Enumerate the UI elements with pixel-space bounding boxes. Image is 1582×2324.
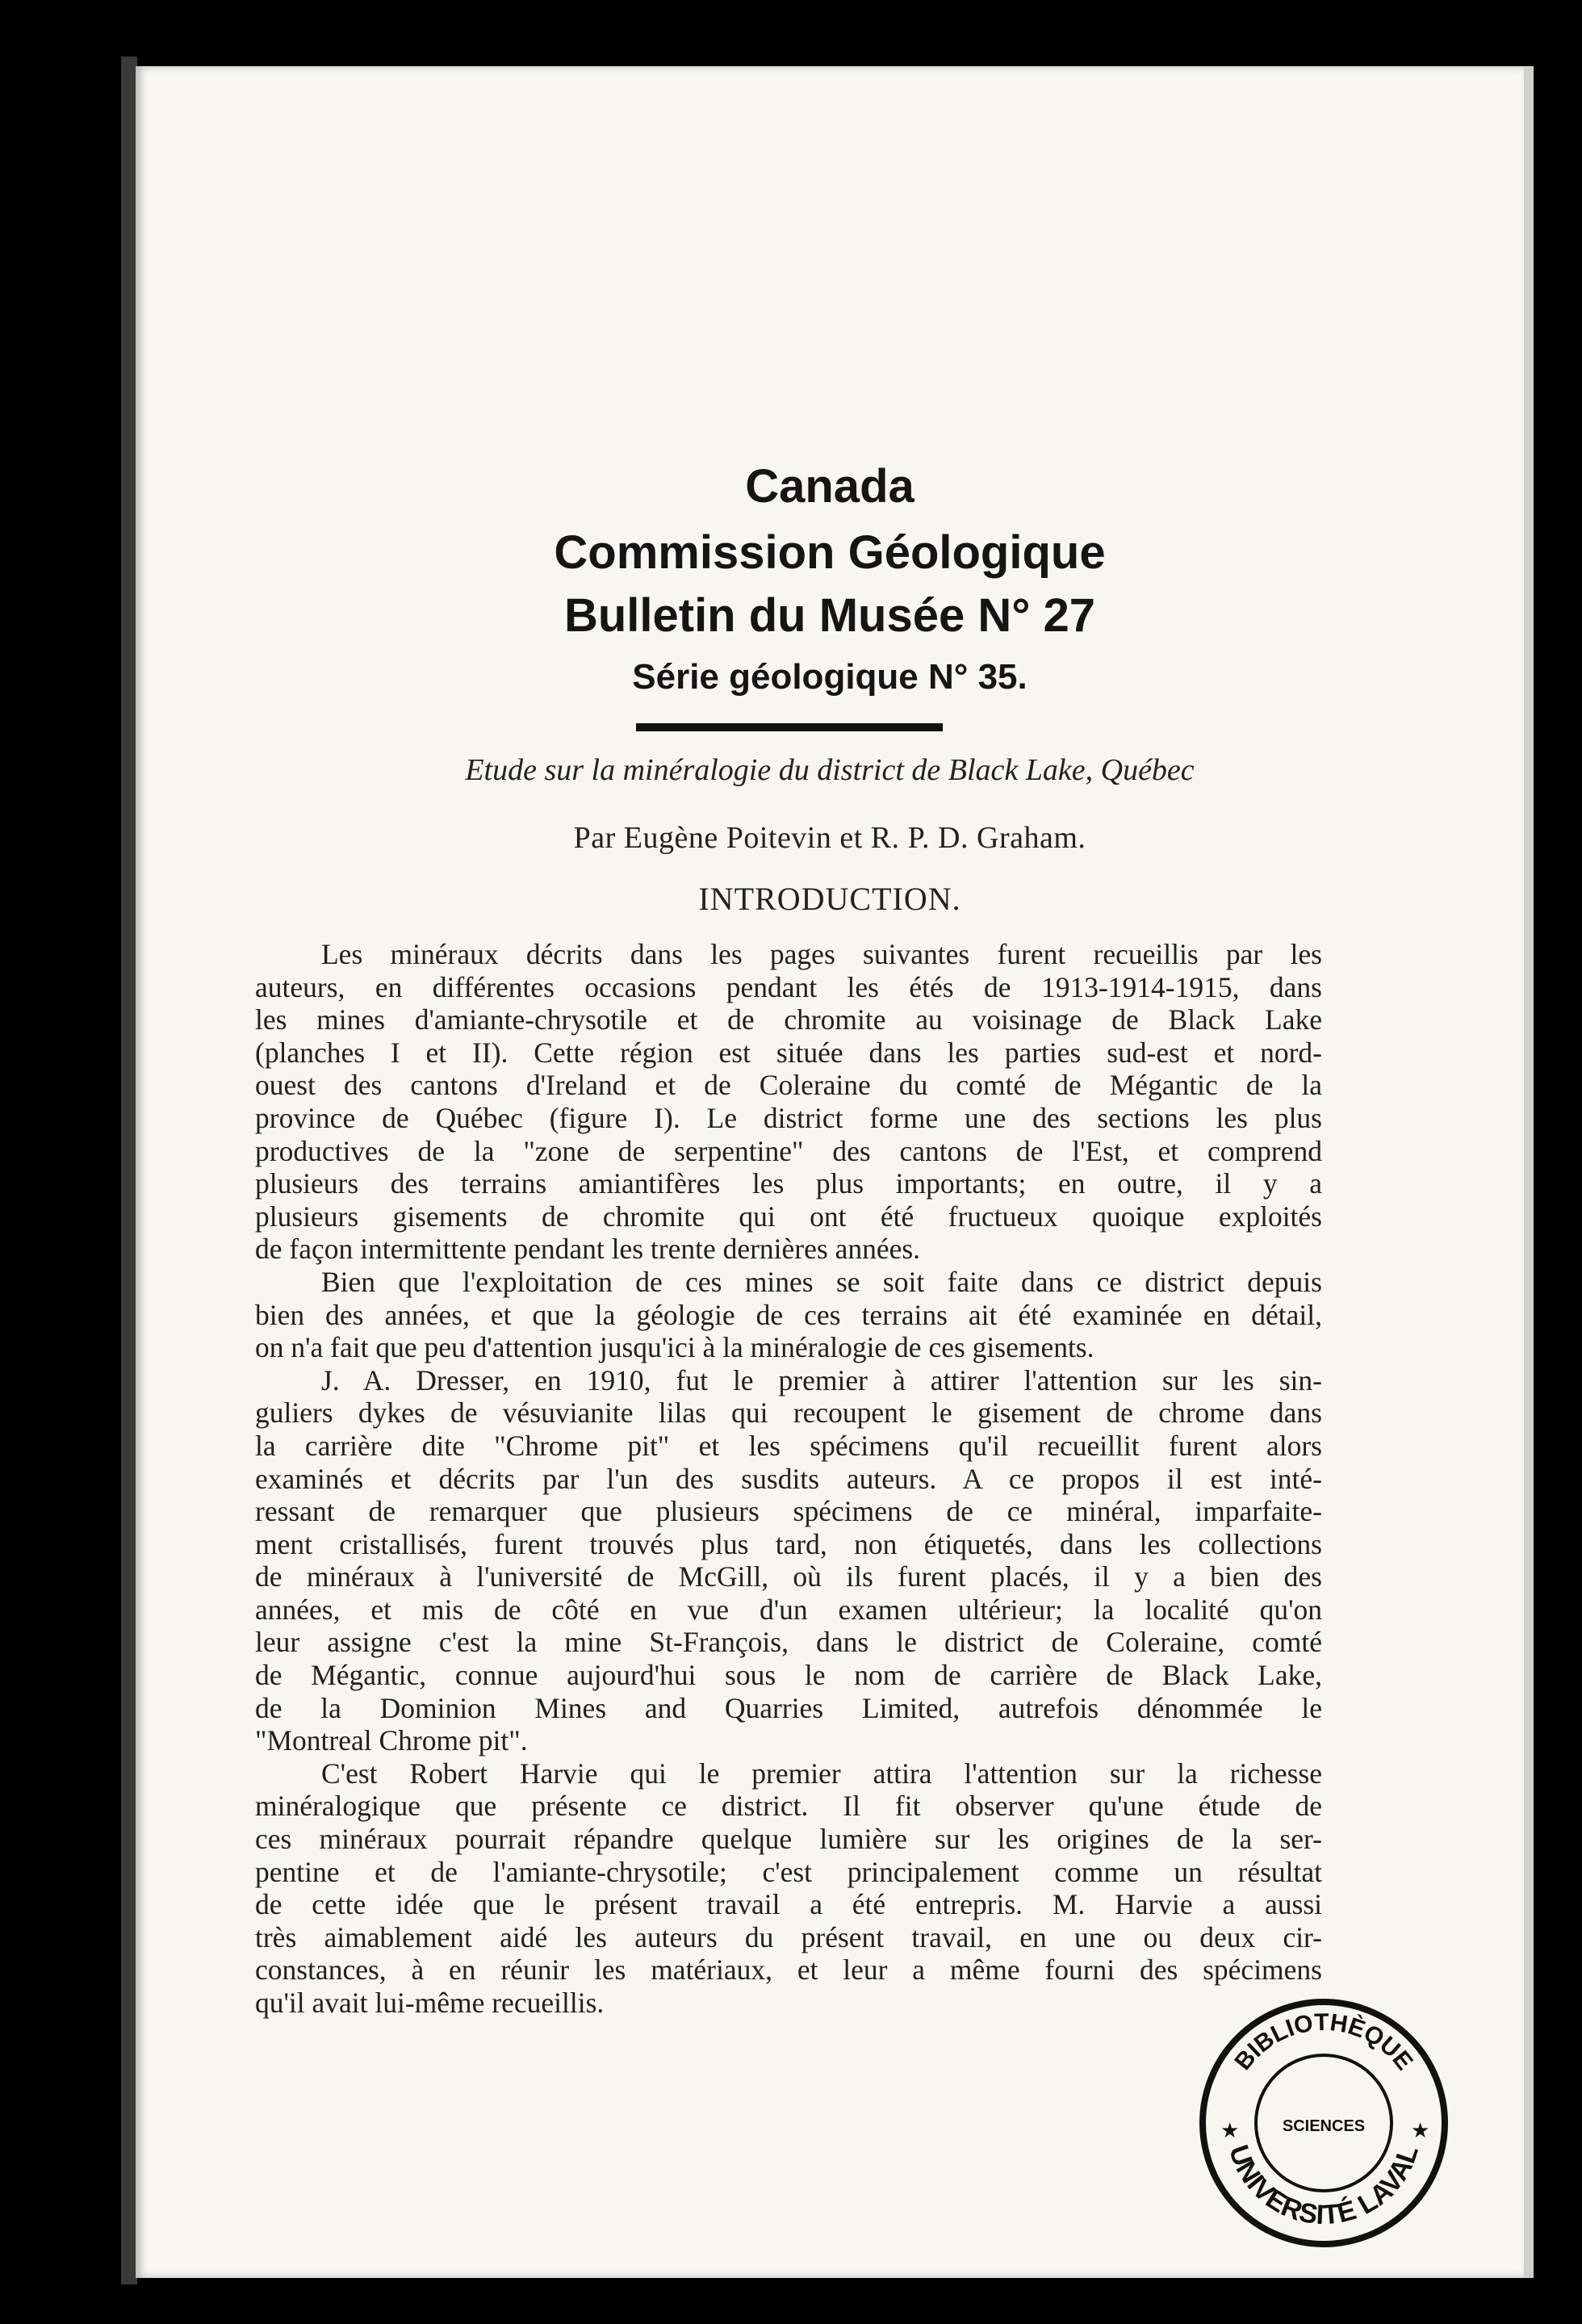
paragraph-line: bien des années, et que la géologie de ces terrains ait été examinée en détail, — [255, 1298, 1322, 1331]
header-bulletin: Bulletin du Musée N° 27 — [563, 589, 1096, 642]
title-rule — [636, 723, 943, 731]
paragraph-line: productives de la "zone de serpentine" des cantons de l'Est, et comprend — [255, 1134, 1322, 1167]
stamp-top-text: BIBLIOTHÈQUE — [1229, 2008, 1418, 2075]
paragraph-line: "Montreal Chrome pit". — [255, 1724, 528, 1757]
paragraph-line: constances, à en réunir les matériaux, et leur a même fourni des spécimens — [255, 1953, 1322, 1987]
paragraph-line: qu'il avait lui-même recueillis. — [255, 1987, 605, 2019]
paragraph-line: auteurs, en différentes occasions pendant les étés de 1913-1914-1915, dans — [255, 970, 1322, 1003]
paragraph-line: Les minéraux décrits dans les pages suivantes furent recueillis par les — [321, 938, 1322, 970]
paragraph-line: pentine et de l'amiante-chrysotile; c'est principalement comme un résultat — [255, 1855, 1322, 1888]
paragraph-line: minéralogique que présente ce district. Il fit observer qu'une étude de — [255, 1790, 1322, 1823]
paragraph-line: guliers dykes de vésuvianite lilas qui recoupent le gisement de chrome dans — [255, 1396, 1322, 1430]
section-heading: INTRODUCTION. — [698, 881, 961, 917]
paragraph-line: de la Dominion Mines and Quarries Limited, autrefois dénommée le — [255, 1691, 1322, 1724]
paragraph-line: de façon intermittente pendant les trente dernières années. — [255, 1233, 921, 1266]
paragraph-line: la carrière dite "Chrome pit" et les spécimens qu'il recueillit furent alors — [255, 1429, 1322, 1462]
paragraph-line: C'est Robert Harvie qui le premier attira l'attention sur la richesse — [321, 1757, 1322, 1790]
paragraph-line: J. A. Dresser, en 1910, fut le premier à attirer l'attention sur les sin- — [321, 1363, 1322, 1396]
svg-text:UNIVERSITÉ LAVAL — [1223, 2142, 1425, 2231]
study-subtitle: Etude sur la minéralogie du district de Black Lake, Québec — [465, 753, 1195, 787]
paragraph-line: de Mégantic, connue aujourd'hui sous le nom de carrière de Black Lake, — [255, 1659, 1322, 1692]
library-stamp — [1195, 1994, 1453, 2252]
header-country: Canada — [745, 460, 914, 513]
paragraph-line: ouest des cantons d'Ireland et de Coleraine du comté de Mégantic de la — [255, 1069, 1322, 1102]
paragraph-line: de cette idée que le présent travail a été entrepris. M. Harvie a aussi — [255, 1888, 1322, 1921]
stamp-bottom-text: UNIVERSITÉ LAVAL — [1222, 2141, 1425, 2231]
page-left-edge — [121, 57, 137, 2284]
paragraph-line: très aimablement aidé les auteurs du présent travail, en une ou deux cir- — [255, 1920, 1322, 1953]
paragraph-line: Bien que l'exploitation de ces mines se soit faite dans ce district depuis — [321, 1265, 1322, 1298]
paragraph-line: de minéraux à l'université de McGill, où ils furent placés, il y a bien des — [255, 1560, 1322, 1593]
paragraph-line: (planches I et II). Cette région est située dans les parties sud-est et nord- — [255, 1036, 1322, 1069]
header-series: Série géologique N° 35. — [632, 657, 1027, 697]
paragraph-line: plusieurs des terrains amiantifères les plus importants; en outre, il y a — [255, 1167, 1322, 1200]
paragraph-line: années, et mis de côté en vue d'un examen ultérieur; la localité qu'on — [255, 1593, 1322, 1626]
paragraph-line: ment cristallisés, furent trouvés plus tard, non étiquetés, dans les collections — [255, 1527, 1322, 1560]
paragraph-line: ces minéraux pourrait répandre quelque lumière sur les origines de la ser- — [255, 1823, 1322, 1856]
paragraph-line: les mines d'amiante-chrysotile et de chromite au voisinage de Black Lake — [255, 1003, 1322, 1036]
paragraph-line: examinés et décrits par l'un des susdits auteurs. A ce propos il est inté- — [255, 1462, 1322, 1495]
body-text — [255, 938, 1322, 2020]
paragraph-line: leur assigne c'est la mine St-François, dans le district de Coleraine, comté — [255, 1626, 1322, 1659]
paragraph-line: plusieurs gisements de chromite qui ont été fructueux quoique exploités — [255, 1200, 1322, 1233]
header-commission: Commission Géologique — [554, 526, 1106, 579]
star-icon: ★ — [1411, 2119, 1430, 2143]
authors-line: Par Eugène Poitevin et R. P. D. Graham. — [573, 821, 1086, 855]
paragraph-line: on n'a fait que peu d'attention jusqu'ici à la minéralogie de ces gisements. — [255, 1331, 1094, 1364]
stamp-middle-text: SCIENCES — [1282, 2117, 1366, 2135]
paragraph-line: province de Québec (figure I). Le district forme une des sections les plus — [255, 1101, 1322, 1134]
paragraph-line: ressant de remarquer que plusieurs spécimens de ce minéral, imparfaite- — [255, 1495, 1322, 1528]
page-right-edge — [1524, 66, 1534, 2278]
star-icon: ★ — [1220, 2119, 1240, 2143]
